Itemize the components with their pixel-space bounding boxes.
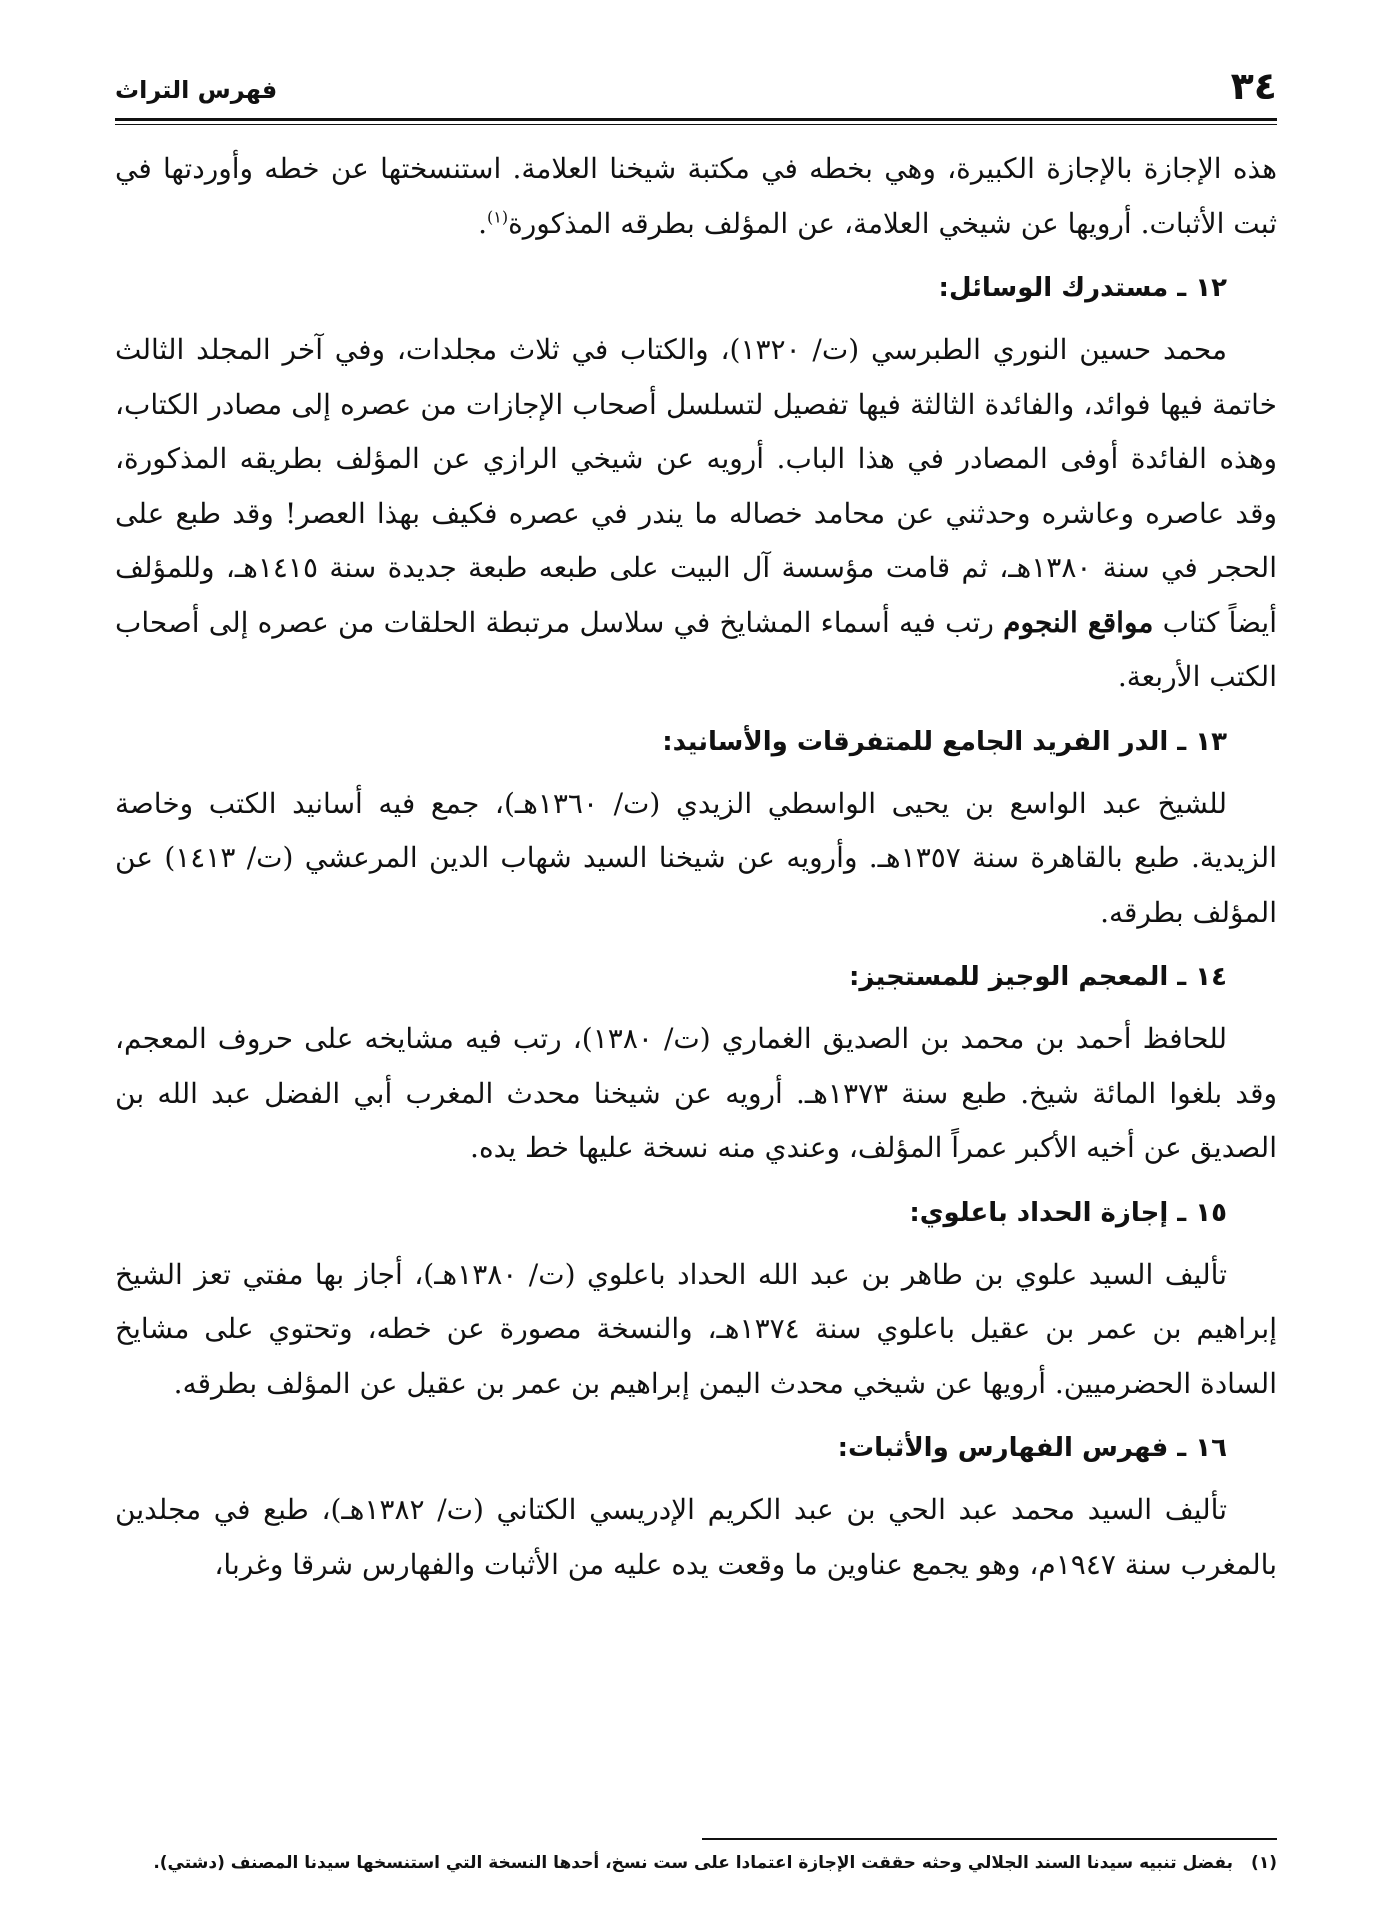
header-rule-thin	[115, 124, 1277, 125]
paragraph-intro-text: هذه الإجازة بالإجازة الكبيرة، وهي بخطه في مكتبة شيخنا العلامة. استنسختها عن خطه وأوردتها في ثبت الأثبات. أرويها عن شيخي العلامة، عن المؤلف بطرقه المذكورة	[115, 152, 1277, 240]
running-title: فهرس التراث	[115, 76, 278, 104]
paragraph-item-16: تأليف السيد محمد عبد الحي بن عبد الكريم الإدريسي الكتاني (ت/ ١٣٨٢هـ)، طبع في مجلدين بالمغرب سنة ١٩٤٧م، وهو يجمع عناوين ما وقعت يده عليه من الأثبات والفهارس شرقا وغربا،	[115, 1493, 1277, 1581]
book-title-mawaqi-al-nujum: مواقع النجوم	[1003, 605, 1154, 639]
heading-item-14: ١٤ ـ المعجم الوجيز للمستجيز:	[848, 962, 1227, 992]
paragraph-item-12-text: محمد حسين النوري الطبرسي (ت/ ١٣٢٠)، والكتاب في ثلاث مجلدات، وفي آخر المجلد الثالث خاتمة فيها فوائد، والفائدة الثالثة فيها تفصيل لتسلسل أصحاب الإجازات من عصره إلى مصادر الكتاب، وهذه الفائدة أوفى المصادر في هذا الباب. أرويه عن شيخي الرازي عن المؤلف بطريقه المذكورة، وقد عاصره وعاشره وحدثني عن محامد خصاله ما يندر في عصره فكيف بهذا العصر! وقد طبع على الحجر في سنة ١٣٨٠هـ، ثم قامت مؤسسة آل البيت على طبعه طبعة جديدة سنة ١٤١٥هـ، وللمؤلف أيضاً كتاب	[115, 333, 1277, 639]
heading-item-15: ١٥ ـ إجازة الحداد باعلوي:	[909, 1197, 1227, 1228]
paragraph-item-15: تأليف السيد علوي بن طاهر بن عبد الله الحداد باعلوي (ت/ ١٣٨٠هـ)، أجاز بها مفتي تعز الشيخ إبراهيم بن عمر بن عقيل باعلوي سنة ١٣٧٤هـ، والنسخة مصورة عن خطه، وتحتوي على مشايخ السادة الحضرميين. أرويها عن شيخي محدث اليمن إبراهيم بن عمر بن عقيل عن المؤلف بطرقه.	[115, 1257, 1277, 1400]
page-number: ٣٤	[1230, 64, 1277, 108]
footnote-rule	[702, 1838, 1277, 1840]
footnote-text: بفضل تنبيه سيدنا السند الجلالي وحثه حققت الإجازة اعتمادا على ست نسخ، أحدها النسخة التي استنسخها سيدنا المصنف (دشتي).	[153, 1853, 1234, 1873]
footnote	[140, 1848, 1277, 1878]
paragraph-item-12-text-end: رتب فيه أسماء المشايخ في سلاسل مرتبطة الحلقات من عصره إلى أصحاب الكتب الأربعة.	[115, 605, 1277, 693]
paragraph-item-12	[115, 323, 1277, 705]
footnote-marker: (١)	[1251, 1853, 1277, 1873]
heading-item-12: ١٢ ـ مستدرك الوسائل:	[938, 273, 1227, 303]
body-text	[115, 142, 1277, 1592]
footnote-reference: (١)	[487, 207, 509, 227]
paragraph-item-14: للحافظ أحمد بن محمد بن الصديق الغماري (ت/ ١٣٨٠)، رتب فيه مشايخه على حروف المعجم، وقد بلغوا المائة شيخ. طبع سنة ١٣٧٣هـ. أرويه عن شيخنا محدث المغرب أبي الفضل عبد الله بن الصديق عن أخيه الأكبر عمراً المؤلف، وعندي منه نسخة عليها خط يده.	[115, 1022, 1277, 1164]
heading-item-13: ١٣ ـ الدر الفريد الجامع للمتفرقات والأسانيد:	[662, 726, 1227, 757]
paragraph-intro: هذه الإجازة بالإجازة الكبيرة، وهي بخطه في مكتبة شيخنا العلامة. استنسختها عن خطه وأوردتها في ثبت الأثبات. أرويها عن شيخي العلامة، عن المؤلف بطرقه المذكورة$^{(١)}$.	[115, 152, 1277, 240]
page-header	[115, 64, 1277, 120]
header-rule-thick	[115, 118, 1277, 121]
heading-item-16: ١٦ ـ فهرس الفهارس والأثبات:	[837, 1433, 1227, 1463]
paragraph-item-13: للشيخ عبد الواسع بن يحيى الواسطي الزيدي (ت/ ١٣٦٠هـ)، جمع فيه أسانيد الكتب وخاصة الزيدية. طبع بالقاهرة سنة ١٣٥٧هـ. وأرويه عن شيخنا السيد شهاب الدين المرعشي (ت/ ١٤١٣) عن المؤلف بطرقه.	[115, 786, 1277, 929]
